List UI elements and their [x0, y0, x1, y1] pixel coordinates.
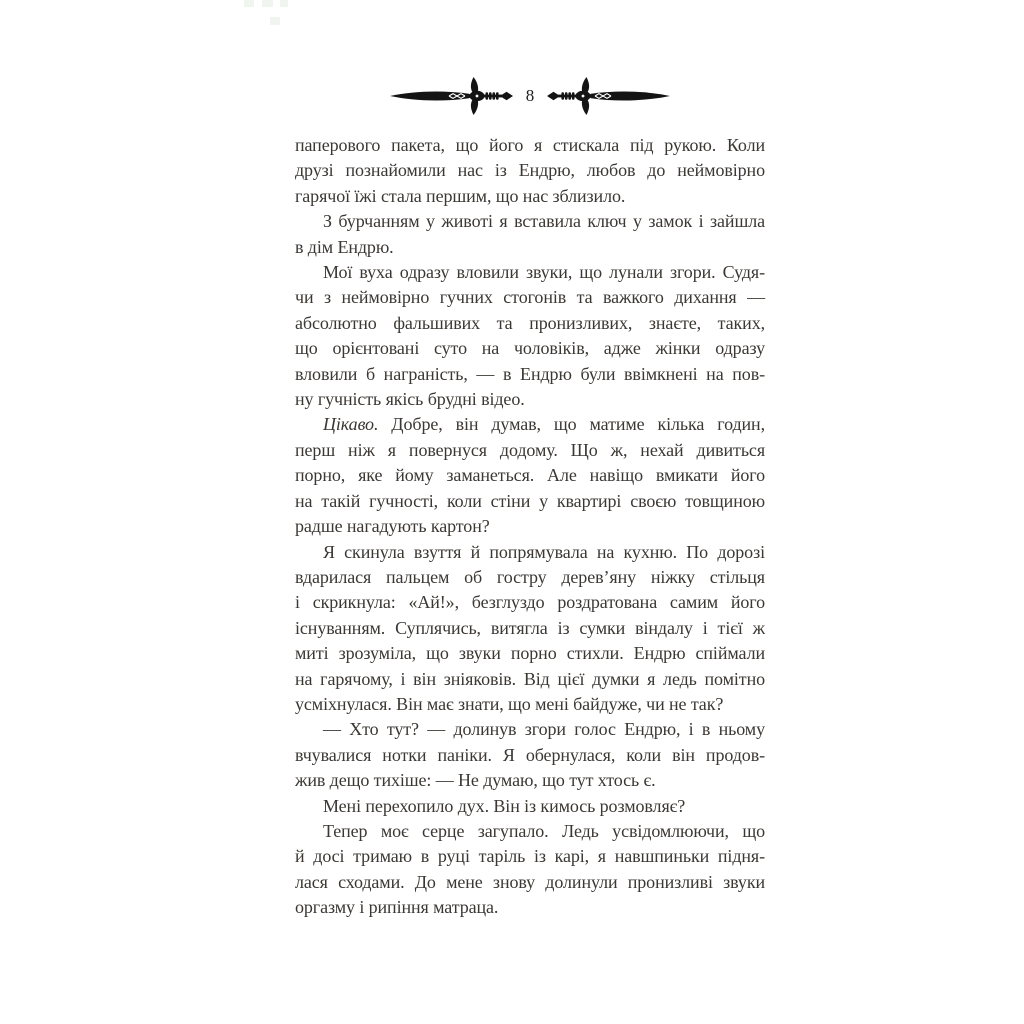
text-line: вдарилася пальцем об гостру дерев’яну ніжку стільця: [295, 566, 765, 587]
italic-text: Цікаво.: [323, 414, 379, 435]
text-line: чи з неймовірно гучних стогонів та важкого дихання —: [295, 287, 765, 308]
print-artifact: [244, 0, 254, 7]
print-artifact: [280, 0, 288, 7]
print-artifact: [270, 17, 280, 25]
text-line: [295, 412, 765, 437]
text-line: оргазму і рипіння матраца.: [295, 897, 499, 918]
text-line: на такій гучності, коли стіни у квартирі своєю товщиною: [295, 490, 765, 511]
text-line: друзі познайомили нас із Ендрю, любов до неймовірно: [295, 160, 765, 181]
text-line: Тепер моє серце загупало. Ледь усвідомлюючи, що: [323, 820, 765, 841]
text-line: порно, яке йому заманеться. Але навіщо вмикати його: [295, 465, 765, 486]
page-number: 8: [525, 85, 535, 105]
text-line: вчувалися нотки паніки. Я обернулася, коли він продов-: [295, 744, 765, 765]
text-line: миті зрозуміла, що звуки порно стихли. Ендрю спіймали: [295, 643, 765, 664]
text-line: жив дещо тихіше: — Не думаю, що тут хтось є.: [295, 770, 656, 791]
text-line: перш ніж я повернуся додому. Що ж, нехай дивиться: [295, 439, 765, 460]
body-text: [295, 133, 765, 921]
text-line: в дім Ендрю.: [295, 236, 394, 257]
text-line: Мені перехопило дух. Він із кимось розмовляє?: [323, 795, 686, 816]
text-line: Мої вуха одразу вловили звуки, що лунали згори. Судя-: [323, 262, 765, 283]
text-line: існуванням. Суплячись, витягла із сумки віндалу і тієї ж: [295, 617, 765, 638]
sword-divider-icon: [389, 76, 513, 116]
text-line: усміхнулася. Він має знати, що мені байдуже, чи не так?: [295, 693, 724, 714]
text-line: — Хто тут? — долинув згори голос Ендрю, і в ньому: [323, 719, 765, 740]
sword-divider-icon: [547, 76, 671, 116]
print-artifact: [262, 0, 273, 7]
text-line: ну гучність якісь брудні відео.: [295, 389, 525, 410]
text-line: на гарячому, і він зніяковів. Від цієї думки я ледь помітно: [295, 668, 765, 689]
page-header: [295, 76, 765, 116]
plain-text: Добре, він думав, що матиме кілька годин,: [378, 414, 765, 435]
text-line: лася сходами. До мене знову долинули пронизливі звуки: [295, 871, 765, 892]
text-line: З бурчанням у животі я вставила ключ у замок і зайшла: [323, 211, 765, 232]
text-line: радше нагадують картон?: [295, 516, 490, 537]
text-line: гарячої їжі стала першим, що нас зблизило.: [295, 185, 626, 206]
text-line: паперового пакета, що його я стискала під рукою. Коли: [295, 135, 765, 155]
text-line: і скрикнула: «Ай!», безглуздо роздратована самим його: [295, 592, 765, 613]
text-line: абсолютно фальшивих та пронизливих, знаєте, таких,: [295, 312, 765, 333]
text-line: вловили б награність, — в Ендрю були ввімкнені на пов-: [295, 363, 765, 384]
text-line: Я скинула взуття й попрямувала на кухню. По дорозі: [323, 541, 765, 562]
text-line: що орієнтовані суто на чоловіків, адже жінки одразу: [295, 338, 765, 359]
text-line: й досі тримаю в руці таріль із карі, я навшпиньки підня-: [295, 846, 765, 867]
